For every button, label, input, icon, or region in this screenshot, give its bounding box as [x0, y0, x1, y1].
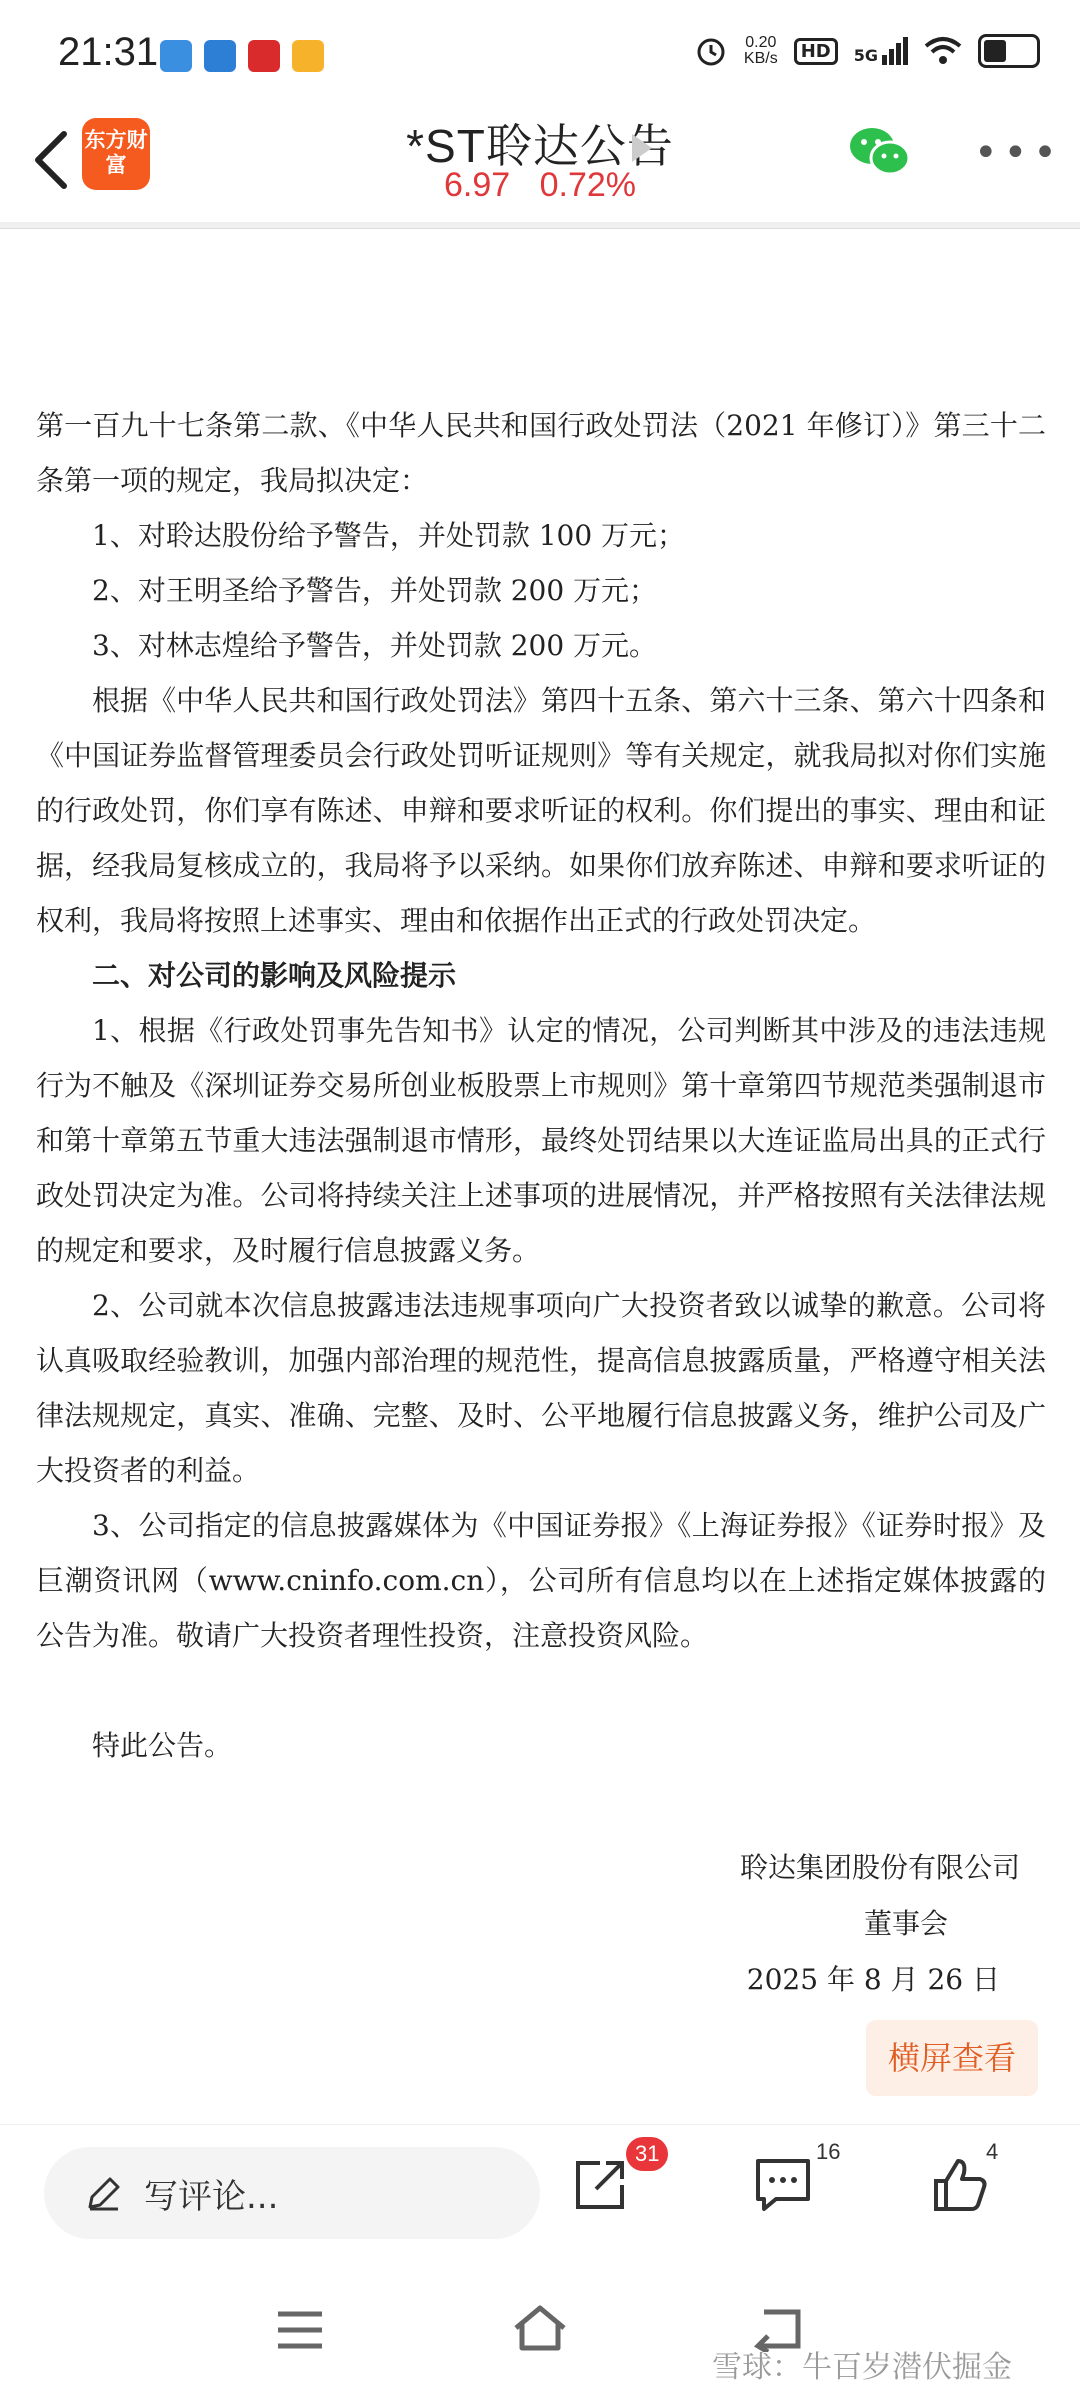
stock-change-percent: 0.72% [539, 166, 637, 204]
app-notification-icon [204, 40, 236, 72]
paragraph: 2、公司就本次信息披露违法违规事项向广大投资者致以诚挚的歉意。公司将认真吸取经验教训，加强内部治理的规范性，提高信息披露质量，严格遵守相关法律法规规定，真实、准确、完整、及时、公平地履行信息披露义务，维护公司及广大投资者的利益。 [36, 1289, 1046, 1487]
like-button[interactable] [930, 2139, 999, 2219]
thumbs-up-icon [930, 2155, 990, 2215]
net-speed-unit: KB/s [743, 50, 778, 67]
closing-line: 特此公告。 [92, 1729, 233, 1762]
weibo-icon [292, 40, 324, 72]
pencil-icon [84, 2173, 124, 2213]
announcement-body [36, 398, 1046, 1773]
paragraph: 第一百九十七条第二款、《中华人民共和国行政处罚法（2021 年修订）》第三十二条第一项的规定，我局拟决定： [36, 409, 1046, 497]
comment-count: 16 [816, 2139, 841, 2164]
net-speed-value: 0.20 [745, 34, 777, 51]
status-right [694, 34, 1040, 68]
net-speed [744, 35, 778, 67]
stock-price: 6.97 [443, 166, 511, 204]
signature-board: 董事会 [863, 1907, 948, 1940]
section-heading: 二、对公司的影响及风险提示 [92, 959, 457, 992]
app-notification-icon [248, 40, 280, 72]
alarm-icon [694, 34, 728, 68]
paragraph: 1、对聆达股份给予警告，并处罚款 100 万元； [92, 519, 686, 552]
stock-quote [0, 166, 1080, 205]
bottom-action-bar [0, 2124, 1080, 2265]
status-time: 21:31 [58, 30, 159, 74]
landscape-view-button[interactable]: 横屏查看 [866, 2020, 1038, 2096]
comment-input[interactable] [44, 2147, 540, 2239]
watermark: 雪球：牛百岁潜伏掘金 [712, 2350, 1012, 2385]
app-header [0, 110, 1080, 230]
share-button[interactable] [570, 2141, 660, 2219]
share-icon [570, 2155, 630, 2215]
status-bar [0, 0, 1080, 110]
paragraph: 2、对王明圣给予警告，并处罚款 200 万元； [92, 574, 658, 607]
hd-icon: HD [794, 38, 838, 65]
network-type: 5G [853, 46, 878, 65]
app-notification-icon [160, 40, 192, 72]
header-divider [0, 222, 1080, 229]
paragraph: 3、对林志煌给予警告，并处罚款 200 万元。 [92, 629, 658, 662]
comment-bubble-icon [752, 2155, 814, 2215]
notification-icons [160, 40, 324, 72]
signature-date: 2025 年 8 月 26 日 [746, 1963, 1000, 1996]
comments-button[interactable] [752, 2139, 841, 2219]
paragraph: 根据《中华人民共和国行政处罚法》第四十五条、第六十三条、第六十四条和《中国证券监督管理委员会行政处罚听证规则》等有关规定，就我局拟对你们实施的行政处罚，你们享有陈述、申辩和要求听证的权利。你们提出的事实、理由和证据，经我局复核成立的，我局将予以采纳。如果你们放弃陈述、申辩和要求听证的权利，我局将按照上述事实、理由和依据作出正式的行政处罚决定。 [36, 684, 1046, 937]
like-count: 4 [986, 2139, 999, 2164]
page-title: *ST聆达公告 [406, 120, 674, 172]
menu-icon[interactable] [276, 2310, 324, 2350]
signature-company: 聆达集团股份有限公司 [739, 1851, 1020, 1884]
app-logo[interactable]: 东方财富 [82, 118, 150, 190]
home-icon[interactable] [510, 2302, 570, 2354]
comment-placeholder: 写评论... [144, 2177, 279, 2217]
paragraph: 3、公司指定的信息披露媒体为《中国证券报》《上海证券报》《证券时报》及巨潮资讯网（www.cninfo.com.cn），公司所有信息均以在上述指定媒体披露的公告为准。敬请广大投资者理性投资，注意投资风险。 [36, 1509, 1046, 1652]
wifi-icon [924, 36, 962, 66]
more-dots-icon[interactable]: ••• [974, 130, 1063, 176]
paragraph: 1、根据《行政处罚事先告知书》认定的情况，公司判断其中涉及的违法违规行为不触及《深圳证券交易所创业板股票上市规则》第十章第四节规范类强制退市和第十章第五节重大违法强制退市情形，最终处罚结果以大连证监局出具的正式行政处罚决定为准。公司将持续关注上述事项的进展情况，并严格按照有关法律法规的规定和要求，及时履行信息披露义务。 [36, 1014, 1046, 1267]
chevron-right-icon[interactable] [632, 134, 652, 162]
share-badge: 31 [626, 2137, 668, 2171]
wechat-icon[interactable] [846, 124, 912, 180]
battery-icon [978, 34, 1040, 68]
signal-icon [854, 37, 908, 65]
